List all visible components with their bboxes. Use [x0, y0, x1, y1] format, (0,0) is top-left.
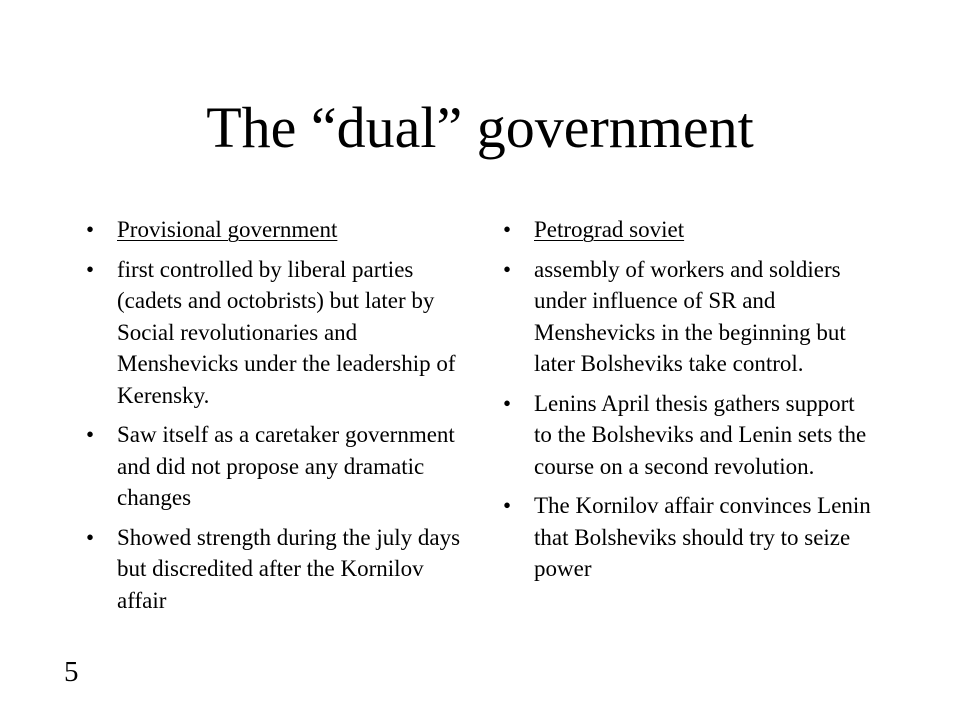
slide-title: The “dual” government	[206, 95, 754, 160]
left-bullet-2	[86, 419, 468, 514]
left-bullet-1	[86, 254, 468, 412]
right-column	[503, 214, 875, 593]
left-bullet-text: first controlled by liberal parties (cadets and octobrists) but later by Social revolutionaries and Menshevicks under the leadership of Kerensky.	[117, 256, 456, 408]
slide-number: 5	[64, 656, 79, 688]
bullet-icon: •	[86, 217, 95, 242]
bullet-icon: •	[503, 390, 512, 416]
right-bullet-text: The Kornilov affair convinces Lenin that Bolsheviks should try to seize power	[534, 493, 871, 581]
right-bullet-text: Lenins April thesis gathers support to the Bolsheviks and Lenin sets the course on a second revolution.	[534, 390, 867, 479]
left-column	[86, 214, 468, 624]
bullet-icon: •	[503, 217, 512, 242]
bullet-icon: •	[86, 256, 95, 282]
right-bullet-text: assembly of workers and soldiers under influence of SR and Menshevicks in the beginning but later Bolsheviks take control.	[534, 256, 846, 376]
right-heading-item	[503, 214, 875, 246]
right-bullet-3	[503, 490, 875, 585]
bullet-icon: •	[503, 256, 512, 282]
right-bullet-2	[503, 388, 875, 483]
right-bullet-1	[503, 254, 875, 380]
bullet-icon: •	[86, 422, 95, 447]
bullet-icon: •	[503, 493, 512, 518]
bullet-icon: •	[86, 524, 95, 550]
left-column-heading: Provisional government	[117, 217, 338, 242]
right-column-heading: Petrograd soviet	[534, 217, 685, 242]
left-heading-item	[86, 214, 468, 246]
left-bullet-3	[86, 522, 468, 617]
left-bullet-text: Showed strength during the july days but discredited after the Kornilov affair	[117, 524, 461, 613]
left-bullet-text: Saw itself as a caretaker government and did not propose any dramatic changes	[117, 422, 455, 510]
